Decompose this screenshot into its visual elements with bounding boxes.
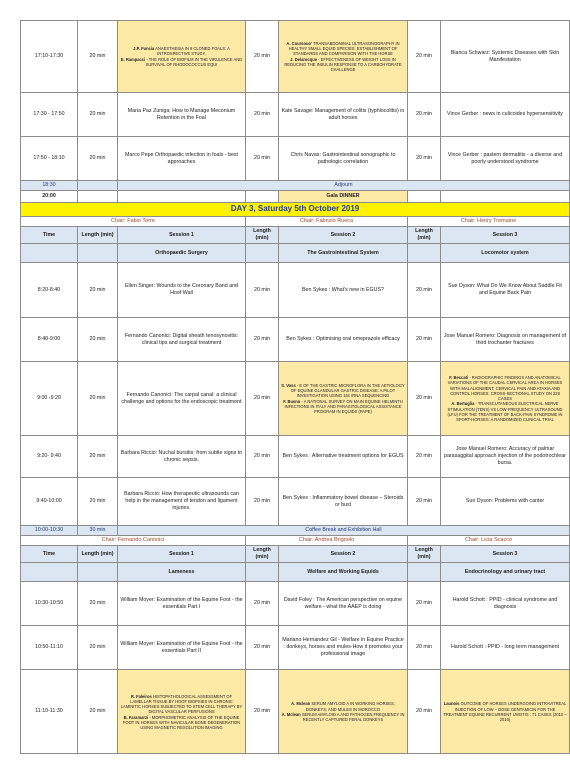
break-label: Coffee Break and Exhibition Hall: [118, 526, 570, 536]
session-2-talk: [279, 670, 408, 754]
break-length: 30 min: [78, 526, 118, 536]
abstract-author: E. Rampacci: [120, 56, 146, 62]
length-cell: 20 min: [78, 626, 118, 670]
session-3-talk: Bianca Schwarz: Systemic Diseases with Skin Manifestation: [441, 21, 570, 93]
header-row: [21, 546, 570, 563]
session-3-talk: Jose Manuel Romero: Diagnosis on management of third trochanter fractures: [441, 318, 570, 362]
abstract-entry: [443, 701, 567, 722]
abstract-entry: [120, 46, 243, 56]
time-cell: 10:30-10:50: [21, 582, 78, 626]
length-cell: 20 min: [408, 93, 441, 137]
schedule-row: [21, 626, 570, 670]
abstract-title: - TRANSCUTANEOUS ELECTRICAL NERVE STIMULATION (TENS) VS LOW-FREQUENCY ULTRASOUND (LFU) FOR THE TREATMENT OF BACK-PAIN SYNDROME IN SPORT-HORSES: A RANDOMIZED CLINICAL TRIAL: [447, 401, 563, 423]
session-3-talk: Harold Schott : PPID - long term management: [441, 626, 570, 670]
abstract-author: S. Voss: [281, 383, 296, 388]
abstract-title: - RADIOGRAPHIC FINDINGS AND ANATOMICAL VARIATIONS OF THE CAUDAL CERVICAL AREA IN HORSES WITH MALALIGNMENT, CERVICAL PAIN AND ATAXIA AND CONTROL HORSES: CROSS-SECTIONAL STUDY ON 228 CASES: [447, 375, 563, 402]
session-1-talk: Fernando Canonici: The carpal canal: a clinical challenge and options for the endoscopic treatment: [118, 362, 246, 436]
abstract-title: - E OF THE GASTRIC MICROFLORA IN THE AETIOLOGY OF EQUINE GLANDULAR GASTRIC DISEASE: A PILOT INVESTIGATION USING 16s rRNA SEQUENCING: [290, 383, 405, 399]
abstract-entry: [120, 57, 243, 67]
length-cell: 20 min: [78, 263, 118, 318]
abstract-title: SERUM AMYLOID A IN WORKING HORSES, DONKEYS, AND MULES IN MOROCCO: [305, 701, 395, 712]
session-3-talk: Vince Gerber : pastern dermatitis - a diverse and poorly understood syndrome: [441, 137, 570, 181]
session-1-talk: Maria Paz Zuniga: How to Manage Meconium Retention in the Foal: [118, 93, 246, 137]
length-cell: 20 min: [78, 318, 118, 362]
theme-row: [21, 563, 570, 582]
session-2-theme: The Gastrointestinal System: [279, 244, 408, 263]
session-3-talk: Vince Gerber : news in culicoides hypersensitivity: [441, 93, 570, 137]
session-3-chair: Chair: Licia Scacco: [408, 536, 570, 546]
length-cell: 20 min: [246, 626, 279, 670]
abstract-author: A. Mclean: [291, 701, 311, 707]
abstract-author: F. Beccati: [449, 375, 469, 381]
length-cell: 20 min: [78, 582, 118, 626]
length-cell: 20 min: [246, 318, 279, 362]
abstract-author: Launois: [443, 701, 460, 707]
session-2-chair: Chair: Andrea Brignolo: [246, 536, 408, 546]
length-cell: 20 min: [78, 93, 118, 137]
session-1-talk: Ellen Singer: Wounds to the Coronary Band and Hoof Wall: [118, 263, 246, 318]
time-header: Time: [21, 227, 78, 244]
session-3-talk: Sue Dyson: What Do We Know About Saddle Fit and Equine Back Pain: [441, 263, 570, 318]
abstract-author: A. Mclean: [281, 711, 301, 717]
schedule-row: [21, 21, 570, 93]
session-2-talk: Chris Navas: Gastrointestinal sonographic to pathologic correlation: [279, 137, 408, 181]
length-cell: 20 min: [246, 21, 279, 93]
length-cell: 20 min: [408, 21, 441, 93]
session-2-talk: [279, 362, 408, 436]
session-3-header: Session 3: [441, 546, 570, 563]
abstract-entry: [281, 41, 405, 57]
length-cell: 20 min: [78, 137, 118, 181]
abstract-entry: [120, 715, 243, 731]
time-cell: 9:40-10:00: [21, 478, 78, 526]
session-2-talk: Mariano Hernandez Gil - Welfare in Equine Practice : donkeys, horses and mules-How it promotes your professional image: [279, 626, 408, 670]
length-header: Length (min): [246, 546, 279, 563]
adjourn-time: 18:30: [21, 181, 78, 191]
adjourn-row: [21, 181, 570, 191]
length-header: Length (min): [78, 546, 118, 563]
abstract-entry: [281, 712, 405, 722]
schedule-row: [21, 670, 570, 754]
session-1-chair: Chair: Fabio Torre: [21, 216, 246, 226]
session-2-talk: Ben Sykes : Alternative treatment options for EGUS: [279, 436, 408, 478]
gala-row: [21, 190, 570, 202]
session-2-theme: Welfare and Working Equids: [279, 563, 408, 582]
length-cell: 20 min: [408, 582, 441, 626]
abstract-entry: [281, 399, 405, 415]
time-cell: 8:20-8:40: [21, 263, 78, 318]
time-cell: 17:10-17:30: [21, 21, 78, 93]
abstract-title: ANAESTHESIA IN 9 CLONED FOALS: A INTROSPECTIVE STUDY.: [154, 46, 230, 57]
session-2-header: Session 2: [279, 546, 408, 563]
abstract-author: F. Busno: [283, 398, 301, 404]
schedule-row: [21, 478, 570, 526]
session-1-theme: Orthopaedic Surgery: [118, 244, 246, 263]
abstract-title: HISTOPATHOLOGICAL ASSESSMENT OF LAMELLAR TISSUE BY HOOF BIOPSIES IN CHRONIC LAMINITIC HORSES SUBJECTED TO STEM CELL THERAPY BY DIGITAL VASCULAR PERFUSIONS: [120, 693, 243, 715]
session-1-talk: [118, 670, 246, 754]
day-title: DAY 3, Saturday 5th October 2019: [21, 202, 570, 216]
chair-row: [21, 536, 570, 546]
abstract-author: R. Faleiros: [130, 693, 152, 699]
time-header: Time: [21, 546, 78, 563]
abstract-author: B. Faramarzi: [123, 714, 149, 720]
abstract-title: SERUM AMYLOID A AND PATHOGEN FREQUENCY IN RECENTLY CAPTURED FERAL DONKEYS: [300, 711, 405, 723]
abstract-title: - A NATIONAL SURVEY ON MAIN EQUINE HELMINTH INFECTIONS IN ITALY AND PARASITOLOGICAL ASSISTANCE PROGRAM IN EQUIDS (PAPE): [284, 398, 403, 415]
session-3-talk: [441, 670, 570, 754]
length-header: Length (min): [408, 546, 441, 563]
chair-row: [21, 216, 570, 226]
length-header: Length (min): [246, 227, 279, 244]
session-3-talk: [441, 362, 570, 436]
schedule-row: [21, 362, 570, 436]
length-cell: 20 min: [246, 362, 279, 436]
session-2-talk: Ben Sykes : Inflammatory bowel disease – Steroids or bust: [279, 478, 408, 526]
length-cell: 20 min: [78, 478, 118, 526]
schedule-row: [21, 263, 570, 318]
length-header: Length (min): [78, 227, 118, 244]
abstract-title: - EFFECTIVENESS OF WEIGHT LOSS IN REDUCING THE INSULIN RESPONSE TO A CARBOHYDRATE CHALLENGE: [284, 56, 402, 72]
schedule-row: [21, 436, 570, 478]
time-cell: 11:10-11:30: [21, 670, 78, 754]
time-cell: 9:20- 9:40: [21, 436, 78, 478]
session-2-talk: Kate Savage: Management of colitis (typhlocolitis) in adult horses: [279, 93, 408, 137]
abstract-author: J. Delarocque: [290, 56, 317, 62]
length-cell: 20 min: [408, 626, 441, 670]
abstract-title: - THE ROLE OF BIOFILM IN THE VIRULENCE AND SURVIVAL OF RHODOCOCCUS EQUI: [145, 56, 243, 67]
time-cell: 9:00 -9:20: [21, 362, 78, 436]
abstract-author: J.P. Funcia: [133, 46, 155, 52]
session-2-talk: David Foley : The American perspective on equine welfare - what the AAEP is doing: [279, 582, 408, 626]
length-header: Length (min): [408, 227, 441, 244]
time-cell: 10:50-11:10: [21, 626, 78, 670]
length-cell: 20 min: [246, 263, 279, 318]
abstract-title: OUTCOME OF HORSES UNDERGOING INTRAVITREAL INJECTION OF LOW – DOSE GENTAMICIN FOR THE TREATMENT EQUINE RECURRENT UVEITIS : 71 CASES (2010 –2016): [443, 701, 567, 723]
session-1-talk: [118, 21, 246, 93]
session-2-talk: [279, 21, 408, 93]
length-cell: 20 min: [246, 93, 279, 137]
coffee-break-row: [21, 526, 570, 536]
abstract-title: - MORPHOMETRIC ANALYSIS OF THE EQUINE FOOT IN HORSES WITH NAVICULAR BONE DEGENERATION USING MAGNETIC RESOLUTION IMAGING: [122, 714, 241, 730]
length-cell: 20 min: [408, 670, 441, 754]
session-1-talk: Barbara Riccio: How therapeutic ultrasounds can help in the management of tendon and ligament injuries.: [118, 478, 246, 526]
session-1-talk: William Moyer: Examination of the Equine Foot - the essentials Part II: [118, 626, 246, 670]
day-title-row: [21, 202, 570, 216]
abstract-entry: [443, 401, 567, 422]
schedule-row: [21, 93, 570, 137]
schedule-row: [21, 318, 570, 362]
session-3-talk: Jose Manuel Romero: Accuracy of palmar parasaggital approach injection of the podotrochlear bursa.: [441, 436, 570, 478]
session-1-chair: Chair: Fernando Canonici: [21, 536, 246, 546]
length-cell: 20 min: [408, 263, 441, 318]
program-table: [20, 20, 570, 754]
session-2-header: Session 2: [279, 227, 408, 244]
time-cell: 8:40-9:00: [21, 318, 78, 362]
length-cell: 20 min: [408, 362, 441, 436]
session-3-talk: Sue Dyson: Problems with canter: [441, 478, 570, 526]
length-cell: 20 min: [408, 137, 441, 181]
session-1-header: Session 1: [118, 546, 246, 563]
length-cell: 20 min: [408, 436, 441, 478]
session-2-chair: Chair: Fabrizio Rueca: [246, 216, 408, 226]
time-cell: 17:50 - 18:10: [21, 137, 78, 181]
abstract-author: A. Coursouo': [286, 40, 312, 46]
length-cell: 20 min: [408, 478, 441, 526]
time-cell: 17:30 - 17:50: [21, 93, 78, 137]
session-1-talk: Marco Pepe Orthopaedic infection in foals - best approaches: [118, 137, 246, 181]
session-1-theme: Lameness: [118, 563, 246, 582]
length-cell: 20 min: [246, 670, 279, 754]
session-3-talk: Harold Schott : PPID - clinical syndrome and diagnosis: [441, 582, 570, 626]
schedule-row: [21, 137, 570, 181]
abstract-entry: [281, 383, 405, 399]
schedule-row: [21, 582, 570, 626]
session-3-theme: Locomotor system: [441, 244, 570, 263]
abstract-entry: [120, 694, 243, 715]
gala-time: 20:00: [21, 190, 78, 202]
abstract-entry: [281, 701, 405, 711]
session-2-talk: Ben Sykes : Optimising oral omeprazole efficacy: [279, 318, 408, 362]
theme-row: [21, 244, 570, 263]
session-3-theme: Endocrinology and urinary tract: [441, 563, 570, 582]
length-cell: 20 min: [246, 582, 279, 626]
adjourn-label: Adjourn: [118, 181, 570, 191]
length-cell: 20 min: [78, 21, 118, 93]
break-time: 10:00-10:30: [21, 526, 78, 536]
length-cell: 20 min: [78, 436, 118, 478]
session-2-talk: Ben Sykes : What's new in EGUS?: [279, 263, 408, 318]
session-1-talk: Fernando Canonici: Digital sheath tenosynovitis: clinical tips and surgical treatment: [118, 318, 246, 362]
abstract-entry: [443, 375, 567, 401]
session-3-chair: Chair: Henry Tremaine: [408, 216, 570, 226]
header-row: [21, 227, 570, 244]
length-cell: 20 min: [246, 478, 279, 526]
gala-label: Gala DINNER: [279, 190, 408, 202]
session-1-talk: Barbara Riccio: Nuchal bursitis: from subtle signs to chronic sepsis.: [118, 436, 246, 478]
length-cell: 20 min: [408, 318, 441, 362]
length-cell: 20 min: [78, 670, 118, 754]
length-cell: 20 min: [246, 436, 279, 478]
session-1-talk: William Moyer: Examination of the Equine Foot - the essentials Part I: [118, 582, 246, 626]
length-cell: 20 min: [78, 362, 118, 436]
session-3-header: Session 3: [441, 227, 570, 244]
abstract-author: A. Bertuglia: [451, 401, 475, 407]
abstract-title: TRANSABDOMINAL ULTRASONOGRAPHY IN HEALTHY SMALL EQUID SPECIES: ESTABLISHMENT OF STANDARDS AND COMPARISON WITH THE HORSE: [288, 40, 400, 57]
abstract-entry: [281, 57, 405, 73]
length-cell: 20 min: [246, 137, 279, 181]
session-1-header: Session 1: [118, 227, 246, 244]
